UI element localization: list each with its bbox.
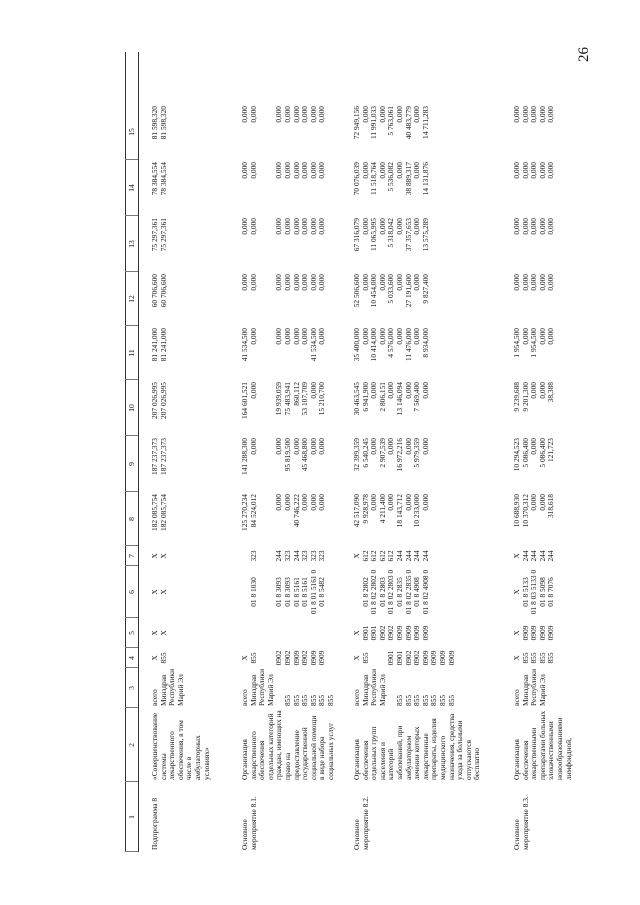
table-cell: 0,000 0,000 0,000 0,000 0,000 xyxy=(512,218,556,235)
table-cell: всего Минздрав Республики Марий Эл 855 855 855 855 855 855 855 xyxy=(352,668,456,706)
table-cell: 52 506,600 0,000 10 454,000 0,000 5 033,600 0,000 27 191,600 0,000 9 827,400 xyxy=(352,274,430,308)
row-label: Основное мероприятие 8.3. xyxy=(512,796,530,850)
table-cell: всего Минздрав Республики Марий Эл 855 855 855 855 855 855 xyxy=(240,668,335,706)
grid-line xyxy=(125,667,138,668)
table-cell: Х Х xyxy=(150,553,168,559)
table-cell: 81 598,320 81 598,320 xyxy=(150,106,168,140)
grid-line xyxy=(125,617,138,618)
table-cell: 0,000 0,000 0,000 0,000 0,000 0,000 0,000 0,000 xyxy=(240,106,327,123)
table-cell: 60 706,600 60 706,600 xyxy=(150,274,168,308)
header-cell: 13 xyxy=(127,240,136,248)
table-cell: Х Х xyxy=(150,589,168,595)
table-cell: 187 237,373 187 237,373 xyxy=(150,438,168,475)
table-cell: 32 399,359 6 540,245 0,000 2 907,539 0,000 16 972,216 0,000 5 979,359 0,000 xyxy=(352,438,430,472)
row-description: Организация лекарственного обеспечения отдельных категорий граждан, имеющих на право на предоставление государственной социальной помощи в виде набора социальных услуг xyxy=(240,710,335,780)
header-cell: 2 xyxy=(127,743,136,747)
header-cell: 5 xyxy=(127,631,136,635)
grid-line xyxy=(125,851,138,852)
table-cell: 125 270,234 84 524,012 0,000 0,000 40 746,222 0,000 0,000 0,000 xyxy=(240,494,327,531)
row-label: Основное мероприятие 8.2. xyxy=(352,796,370,850)
table-cell: Х 0901 0901 0902 0902 0909 0909 0909 0909 xyxy=(352,625,430,641)
header-cell: 9 xyxy=(127,462,136,466)
table-cell: Х 855 855 855 855 xyxy=(512,652,556,664)
grid-line xyxy=(125,215,138,216)
header-cell: 10 xyxy=(127,404,136,412)
table-cell: 0,000 0,000 0,000 0,000 0,000 xyxy=(512,274,556,291)
header-cell: 3 xyxy=(127,686,136,690)
table-cell: 0,000 0,000 0,000 0,000 0,000 xyxy=(512,106,556,123)
table-cell: Х 855 0901 0901 0902 0902 0909 0909 0909 0909 xyxy=(352,650,456,666)
table-cell: 9 239,688 9 201,300 0,000 0,000 38,388 xyxy=(512,382,556,412)
rule xyxy=(125,52,126,852)
table-cell: 164 601,521 0,000 19 939,059 75 483,941 860,112 53 107,709 0,000 15 210,700 xyxy=(240,382,327,419)
table-cell: 0,000 0,000 0,000 0,000 0,000 0,000 0,000 0,000 xyxy=(240,218,327,235)
table-cell: 10 294,523 5 086,400 0,000 5 086,400 121,723 xyxy=(512,438,556,472)
grid-line xyxy=(125,159,138,160)
rule xyxy=(138,52,139,852)
header-cell: 8 xyxy=(127,517,136,521)
table-cell: Х 244 244 244 244 xyxy=(512,550,556,562)
table-cell: 81 241,000 81 241,000 xyxy=(150,328,168,362)
table-cell: 10 688,930 10 370,312 0,000 0,000 318,618 xyxy=(512,494,556,528)
table-cell: Х Х xyxy=(150,630,168,636)
grid-line xyxy=(125,565,138,566)
header-cell: 12 xyxy=(127,295,136,303)
header-cell: 14 xyxy=(127,184,136,192)
table-cell: 01 8 1030 01 8 3093 01 8 3093 01 8 5161 01 8 5161 01 8 01 5161 0 01 8 5482 xyxy=(248,569,327,615)
header-cell: 15 xyxy=(127,128,136,136)
row-description: «Совершенствование системы лекарственного обеспечения, в том числе в амбулаторных условиях» xyxy=(150,712,211,780)
table-cell: 41 534,500 0,000 0,000 0,000 0,000 0,000 41 534,500 0,000 xyxy=(240,328,327,362)
grid-line xyxy=(125,325,138,326)
table-cell: 207 026,995 207 026,995 xyxy=(150,382,168,419)
header-cell: 1 xyxy=(127,815,136,819)
table-cell: 0,000 0,000 0,000 0,000 0,000 0,000 0,000 0,000 xyxy=(240,162,327,179)
table-cell: 42 517,090 9 928,978 0,000 4 211,400 0,000 18 143,712 0,000 10 233,000 0,000 xyxy=(352,494,430,528)
table-cell: 141 288,300 0,000 0,000 95 819,500 0,000 45 468,800 0,000 0,000 xyxy=(240,438,327,475)
grid-line xyxy=(125,647,138,648)
budget-table xyxy=(125,52,595,852)
grid-line xyxy=(125,379,138,380)
grid-line xyxy=(125,545,138,546)
table-cell: 75 297,361 75 297,361 xyxy=(150,218,168,252)
grid-line xyxy=(125,435,138,436)
table-cell: Х 01 8 5133 01 8 03 5133 0 01 8 5098 01 8 7076 xyxy=(512,569,556,615)
grid-line xyxy=(125,781,138,782)
table-cell: 323 244 323 244 323 323 323 xyxy=(248,550,327,562)
table-cell: 72 949,156 0,000 11 991,033 0,000 5 763,061 0,000 40 483,779 0,000 14 711,283 xyxy=(352,106,430,140)
row-description: Организация обеспечения лекарственными препаратами больных злокачественными новообразованиями лимфоидной, xyxy=(512,710,573,780)
table-cell: 67 316,079 0,000 11 065,995 0,000 5 318,042 0,000 37 357,653 0,000 13 575,289 xyxy=(352,218,430,252)
table-cell: 182 085,754 182 085,754 xyxy=(150,494,168,531)
table-cell: 78 384,554 78 384,554 xyxy=(150,162,168,196)
table-cell: 70 076,039 0,000 11 518,764 0,000 5 536,082 0,000 38 889,317 0,000 14 131,876 xyxy=(352,162,430,196)
grid-line xyxy=(125,707,138,708)
table-cell: Х 0909 0909 0909 0909 xyxy=(512,625,556,641)
table-cell: Х 612 612 612 612 244 244 244 244 xyxy=(352,550,430,562)
table-cell: 35 400,000 0,000 10 414,000 0,000 4 576,000 0,000 11 476,000 0,000 8 934,000 xyxy=(352,328,430,362)
header-cell: 4 xyxy=(127,656,136,660)
row-label: Основное мероприятие 8.1. xyxy=(240,796,258,850)
header-cell: 11 xyxy=(127,349,136,357)
row-description: Организация обеспечения отдельных групп населения и категорий заболеваний, при амбулаторном лечении которых лекарственные препараты, изделия медицинского назначения, средства ухода за больными отпускаются бесплатно xyxy=(352,713,482,780)
table-cell: 0,000 0,000 0,000 0,000 0,000 xyxy=(512,162,556,179)
table-cell: Х 855 0902 0902 0909 0902 0909 0909 xyxy=(240,650,327,666)
row-label: Подпрограмма 8 xyxy=(150,797,159,850)
table-cell: 30 463,545 6 941,900 0,000 2 806,151 0,000 13 146,094 0,000 7 569,400 0,000 xyxy=(352,382,430,416)
table-cell: Х 855 xyxy=(150,652,168,664)
table-cell: всего Минздрав Республики Марий Эл xyxy=(512,668,547,706)
table-cell: всего Минздрав Республики Марий Эл xyxy=(150,668,185,706)
header-cell: 7 xyxy=(127,554,136,558)
table-cell: 01 8 2802 01 8 02 2802 0 01 8 2803 01 8 02 2803 0 01 8 2835 01 8 02 2835 0 01 8 4908 01 8 02 4908 0 xyxy=(360,569,430,615)
page-number: 26 xyxy=(576,47,592,62)
grid-line xyxy=(125,491,138,492)
grid-line xyxy=(125,271,138,272)
table-cell: 1 954,500 0,000 1 954,500 0,000 0,000 xyxy=(512,328,556,358)
table-cell: 0,000 0,000 0,000 0,000 0,000 0,000 0,000 0,000 xyxy=(240,274,327,291)
header-cell: 6 xyxy=(127,590,136,594)
